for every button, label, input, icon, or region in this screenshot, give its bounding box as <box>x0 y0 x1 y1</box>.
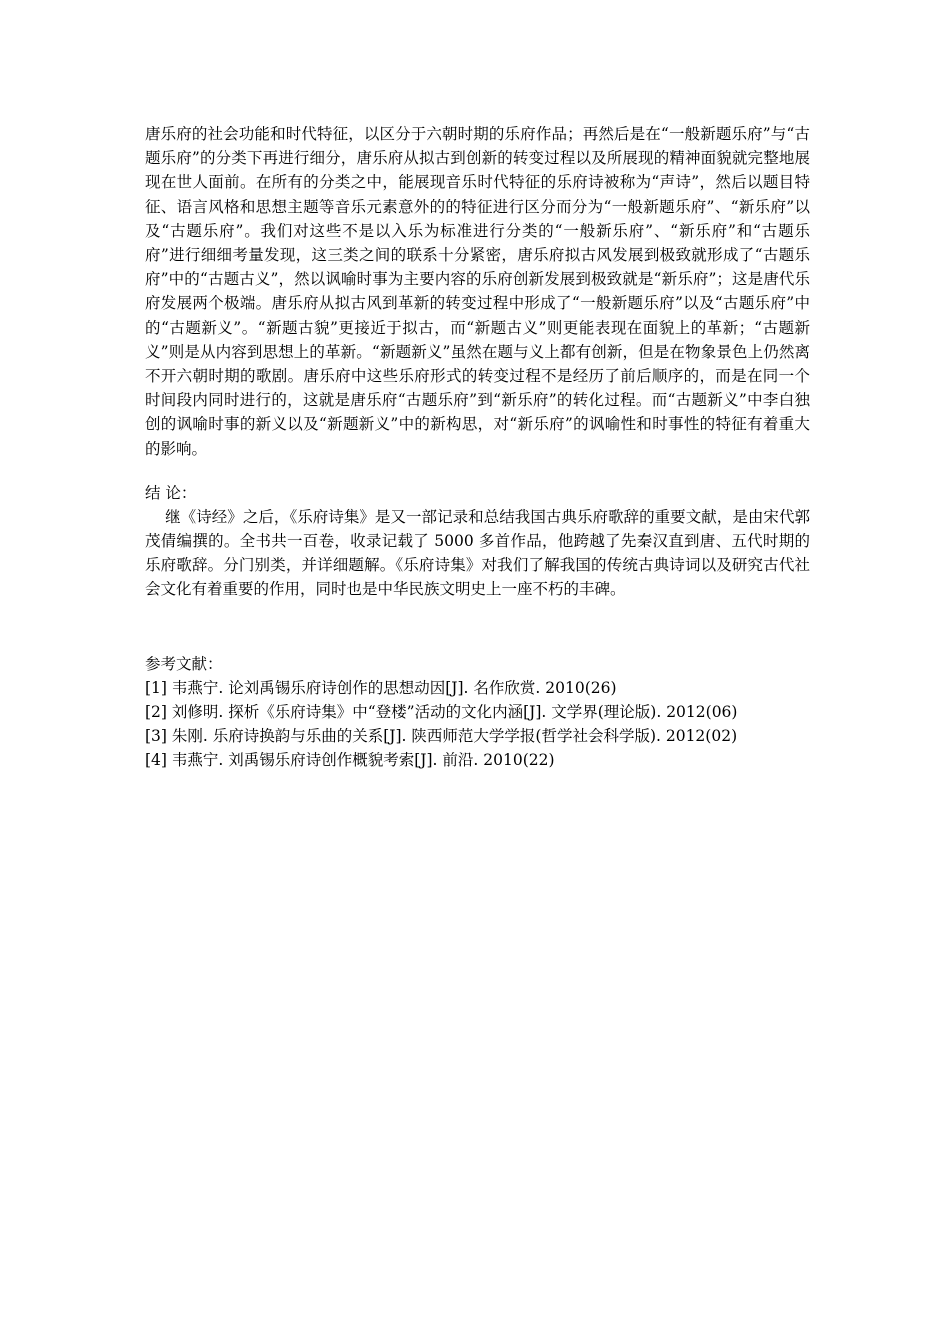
reference-item: [1] 韦燕宁. 论刘禹锡乐府诗创作的思想动因[J]. 名作欣赏. 2010(26) <box>145 678 617 697</box>
reference-item: [4] 韦燕宁. 刘禹锡乐府诗创作概貌考索[J]. 前沿. 2010(22) <box>145 750 555 769</box>
references-list <box>145 676 810 772</box>
body-paragraph: 唐乐府的社会功能和时代特征，以区分于六朝时期的乐府作品；再然后是在“一般新题乐府”与“古题乐府”的分类下再进行细分，唐乐府从拟古到创新的转变过程以及所展现的精神面貌就完整地展现在世人面前。在所有的分类之中，能展现音乐时代特征的乐府诗被称为“声诗”，然后以题目特征、语言风格和思想主题等音乐元素意外的的特征进行区分而分为“一般新题乐府”、“新乐府”以及“古题乐府”。我们对这些不是以入乐为标准进行分类的“一般新乐府”、“新乐府”和“古题乐府”进行细细考量发现，这三类之间的联系十分紧密，唐乐府拟古风发展到极致就形成了“古题乐府”中的“古题古义”，然以讽喻时事为主要内容的乐府创新发展到极致就是“新乐府”；这是唐代乐府发展两个极端。唐乐府从拟古风到革新的转变过程中形成了“一般新题乐府”以及“古题乐府”中的“古题新义”。“新题古貌”更接近于拟古，而“新题古义”则更能表现在面貌上的革新；“古题新义”则是从内容到思想上的革新。“新题新义”虽然在题与义上都有创新，但是在物象景色上仍然离不开六朝时期的歌剧。唐乐府中这些乐府形式的转变过程不是经历了前后顺序的，而是在同一个时间段内同时进行的，这就是唐乐府“古题乐府”到“新乐府”的转化过程。而“古题新义”中李白独创的讽喻时事的新义以及“新题新义”中的新构思，对“新乐府”的讽喻性和时事性的特征有着重大的影响。 <box>145 125 810 458</box>
conclusion-paragraph: 继《诗经》之后，《乐府诗集》是又一部记录和总结我国古典乐府歌辞的重要文献，是由宋代郭茂倩编撰的。全书共一百卷，收录记载了 5000 多首作品，他跨越了先秦汉直到唐、五代时期的乐府歌辞。分门别类，并详细题解。《乐府诗集》对我们了解我国的传统古典诗词以及研究古代社会文化有着重要的作用，同时也是中华民族文明史上一座不朽的丰碑。 <box>145 507 810 599</box>
conclusion-section <box>145 481 810 602</box>
references-heading: 参考文献： <box>145 654 223 673</box>
conclusion-heading: 结 论： <box>145 483 197 502</box>
references-section <box>145 652 810 772</box>
document-page <box>145 122 810 772</box>
reference-item: [3] 朱刚. 乐府诗换韵与乐曲的关系[J]. 陕西师范大学学报(哲学社会科学版). 2012(02) <box>145 726 738 745</box>
reference-item: [2] 刘修明. 探析《乐府诗集》中“登楼”活动的文化内涵[J]. 文学界(理论版). 2012(06) <box>145 702 738 721</box>
